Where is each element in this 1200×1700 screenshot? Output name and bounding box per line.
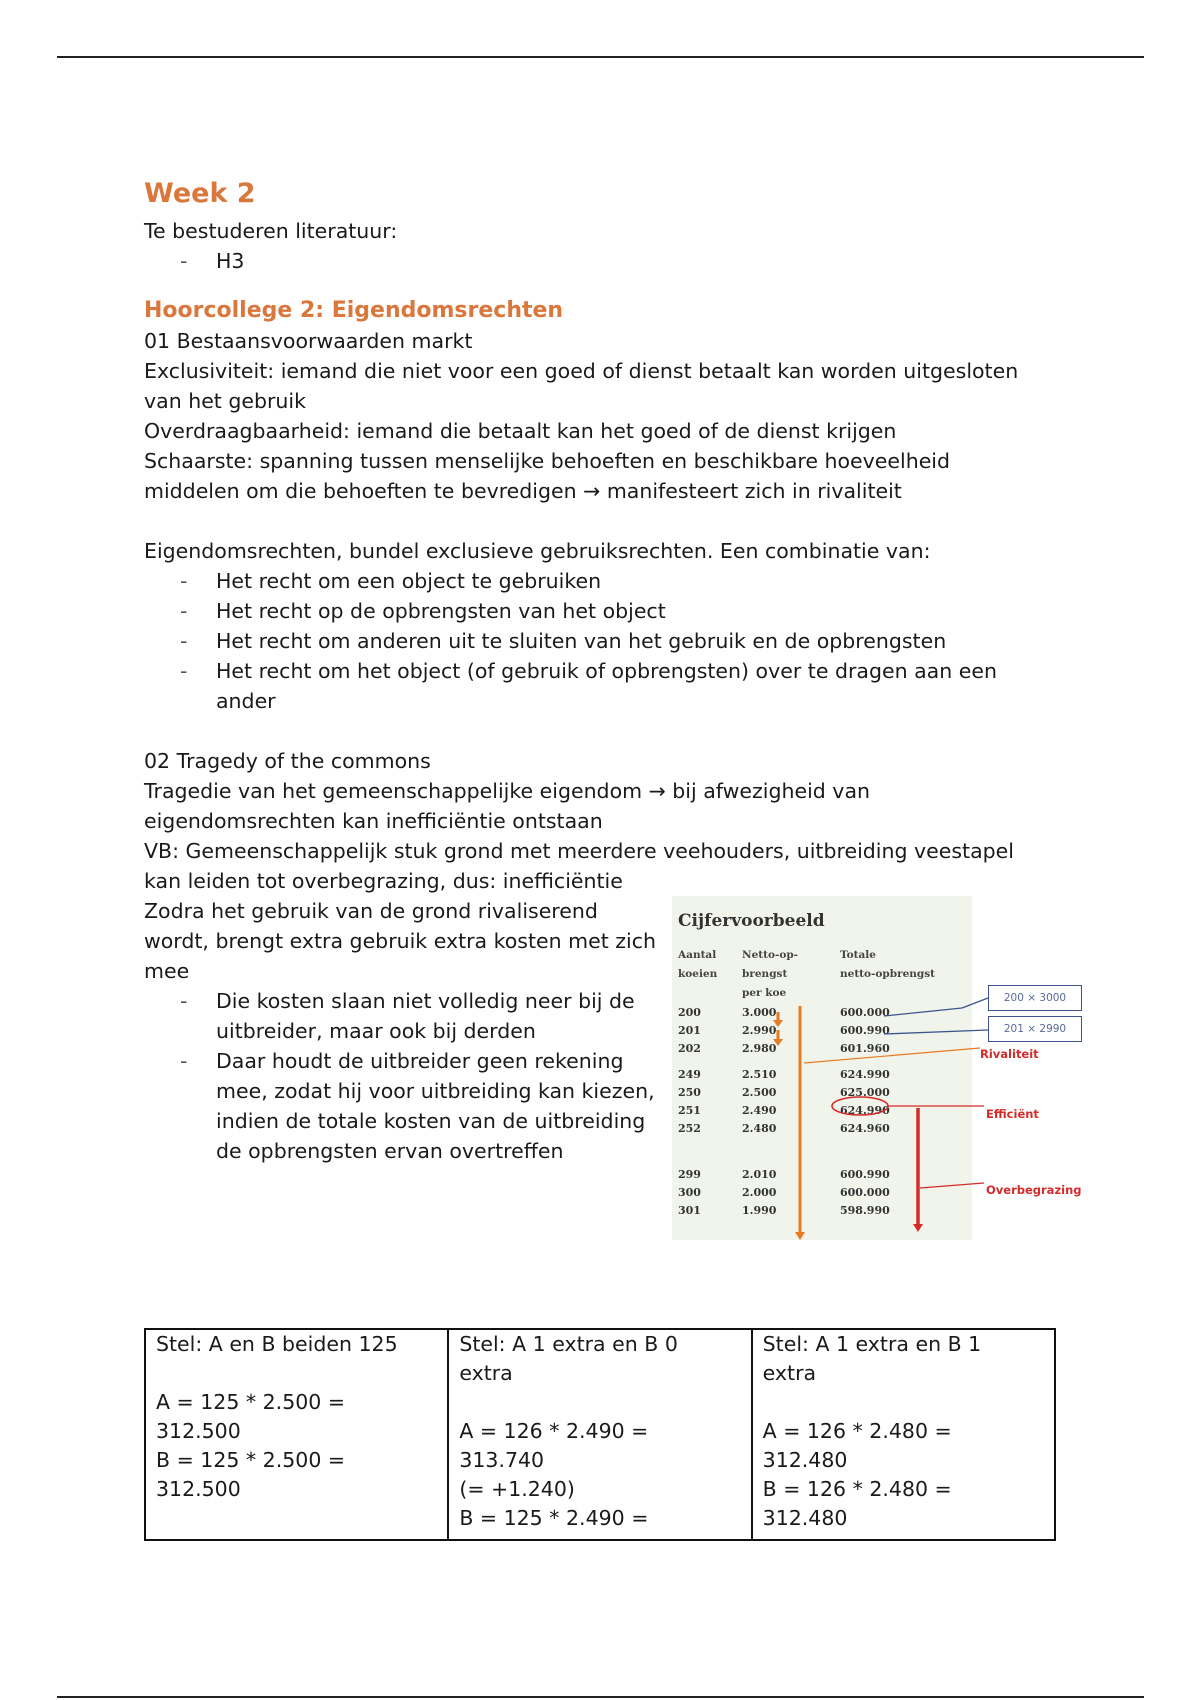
lecture-heading: Hoorcollege 2: Eigendomsrechten [144, 298, 564, 323]
rights-list [144, 566, 1044, 716]
figure-cell: 2.990 [742, 1024, 777, 1037]
figure-cell: 299 [678, 1168, 701, 1181]
table-cell-line: Stel: A en B beiden 125 [156, 1332, 398, 1356]
literature-list [144, 246, 1044, 276]
page-title: Week 2 [144, 178, 256, 209]
figure-cell: 624.990 [840, 1068, 890, 1081]
table-cell-line: A = 126 * 2.490 = [459, 1419, 649, 1443]
page-content [144, 176, 1082, 1256]
label-rivaliteit: Rivaliteit [980, 1047, 1039, 1061]
table-cell-line: A = 126 * 2.480 = [762, 1419, 952, 1443]
figure-cell: 625.000 [840, 1086, 890, 1099]
paragraph: Overdraagbaarheid: iemand die betaalt kan het goed of de dienst krijgen [144, 419, 897, 443]
figure-cell: 3.000 [742, 1006, 777, 1019]
table-cell-line [156, 1359, 437, 1388]
figure-cell: 2.010 [742, 1168, 777, 1181]
figure-cell: 249 [678, 1068, 701, 1081]
figure-cell: 2.980 [742, 1042, 777, 1055]
blue-connector-2 [884, 1030, 988, 1034]
figure-cell: 2.500 [742, 1086, 777, 1099]
figure-cell: 2.490 [742, 1104, 777, 1117]
figure-cell: 201 [678, 1024, 701, 1037]
rival-section [144, 896, 1082, 1256]
table-cell-line: extra [762, 1361, 817, 1385]
figure-cell: 624.960 [840, 1122, 890, 1135]
table-cell-line: 312.500 [156, 1477, 241, 1501]
table-row [145, 1329, 1055, 1540]
table-cell-1 [145, 1329, 448, 1540]
efficient-ellipse [832, 1097, 888, 1115]
list-item: - Daar houdt de uitbreider geen rekening mee, zodat hij voor uitbreiding kan kiezen, indien de totale kosten van de uitbreiding de opbrengsten ervan overtreffen [144, 1046, 659, 1166]
table-cell-line: B = 125 * 2.500 = [156, 1448, 346, 1472]
table-cell-line: 312.500 [156, 1419, 241, 1443]
paragraph: Exclusiviteit: iemand die niet voor een goed of dienst betaalt kan worden uitgesloten van het gebruik [144, 359, 1019, 413]
rival-list [144, 986, 659, 1166]
rival-connector [804, 1048, 980, 1063]
paragraph: Schaarste: spanning tussen menselijke behoeften en beschikbare hoeveelheid middelen om die behoeften te bevredigen → manifesteert zich in rivaliteit [144, 449, 951, 503]
list-item: - Het recht om anderen uit te sluiten van het gebruik en de opbrengsten [144, 626, 1044, 656]
table-cell-line: Stel: A 1 extra en B 1 [762, 1332, 982, 1356]
label-efficient: Efficiënt [986, 1107, 1039, 1121]
figure-note-1: 200 × 3000 [988, 985, 1082, 1011]
table-cell-line [763, 1388, 1044, 1417]
figure-cell: 202 [678, 1042, 701, 1055]
paragraph: VB: Gemeenschappelijk stuk grond met meerdere veehouders, uitbreiding veestapel kan leiden tot overbegrazing, dus: inefficiëntie [144, 839, 1014, 893]
table-cell-3 [752, 1329, 1055, 1540]
figure-col1-head: Aantal koeien [678, 949, 718, 980]
orange-arrow-head [795, 1232, 805, 1240]
figure-cell: 600.000 [840, 1186, 890, 1199]
figure-cell: 2.000 [742, 1186, 777, 1199]
table-cell-line: Stel: A 1 extra en B 0 [459, 1332, 678, 1356]
over-connector [920, 1183, 984, 1188]
figure-cell: 200 [678, 1006, 701, 1019]
list-item: - Het recht om een object te gebruiken [144, 566, 1044, 596]
literature-label: Te bestuderen literatuur: [144, 219, 398, 243]
figure-cell: 252 [678, 1122, 701, 1135]
figure-col3-head: Totale netto-opbrengst [840, 949, 936, 980]
cijfervoorbeeld-figure [672, 896, 1092, 1246]
figure-cell: 251 [678, 1104, 701, 1117]
figure-cell: 2.480 [742, 1122, 777, 1135]
table-cell-line [459, 1388, 740, 1417]
figure-cell: 300 [678, 1186, 701, 1199]
table-cell-line: B = 126 * 2.480 = [762, 1477, 952, 1501]
figure-cell: 301 [678, 1204, 701, 1217]
red-arrow-head [913, 1224, 923, 1232]
figure-cell: 1.990 [742, 1204, 777, 1217]
footer-rule [57, 1696, 1144, 1698]
figure-note-2: 201 × 2990 [988, 1016, 1082, 1042]
calculation-table [144, 1328, 1056, 1541]
figure-cell: 2.510 [742, 1068, 777, 1081]
rival-intro: Zodra het gebruik van de grond rivaliserend wordt, brengt extra gebruik extra kosten met zich mee [144, 899, 656, 983]
table-cell-line: (= +1.240) [459, 1477, 575, 1501]
figure-cell: 598.990 [840, 1204, 890, 1217]
table-cell-2 [448, 1329, 751, 1540]
table-cell-line: B = 125 * 2.490 = [459, 1506, 649, 1530]
table-cell-line: 312.480 [762, 1448, 848, 1472]
table-cell-line: extra [459, 1361, 513, 1385]
list-item: - Het recht om het object (of gebruik of opbrengsten) over te dragen aan een ander [144, 656, 1044, 716]
rights-intro: Eigendomsrechten, bundel exclusieve gebruiksrechten. Een combinatie van: [144, 539, 931, 563]
figure-cell: 600.990 [840, 1168, 890, 1181]
figure-cell: 600.000 [840, 1006, 890, 1019]
header-rule [57, 56, 1144, 58]
figure-cell: 250 [678, 1086, 701, 1099]
table-cell-line: 313.740 [459, 1448, 545, 1472]
table-cell-line: 312.480 [762, 1506, 848, 1530]
figure-cell: 600.990 [840, 1024, 890, 1037]
paragraph: Tragedie van het gemeenschappelijke eigendom → bij afwezigheid van eigendomsrechten kan inefficiëntie ontstaan [144, 779, 870, 833]
blue-connector-1 [884, 1008, 962, 1016]
figure-cell: 624.990 [840, 1104, 890, 1117]
figure-col2-head: Netto-op- brengst per koe [742, 949, 799, 999]
table-cell-line: A = 125 * 2.500 = [156, 1390, 346, 1414]
section-title: 02 Tragedy of the commons [144, 749, 431, 773]
list-item: - Die kosten slaan niet volledig neer bij de uitbreider, maar ook bij derden [144, 986, 659, 1046]
figure-title: Cijfervoorbeeld [678, 911, 825, 931]
list-item: - Het recht op de opbrengsten van het object [144, 596, 1044, 626]
literature-item: - H3 [144, 246, 1044, 276]
section-title: 01 Bestaansvoorwaarden markt [144, 329, 473, 353]
figure-cell: 601.960 [840, 1042, 890, 1055]
label-overbegrazing: Overbegrazing [986, 1183, 1082, 1197]
